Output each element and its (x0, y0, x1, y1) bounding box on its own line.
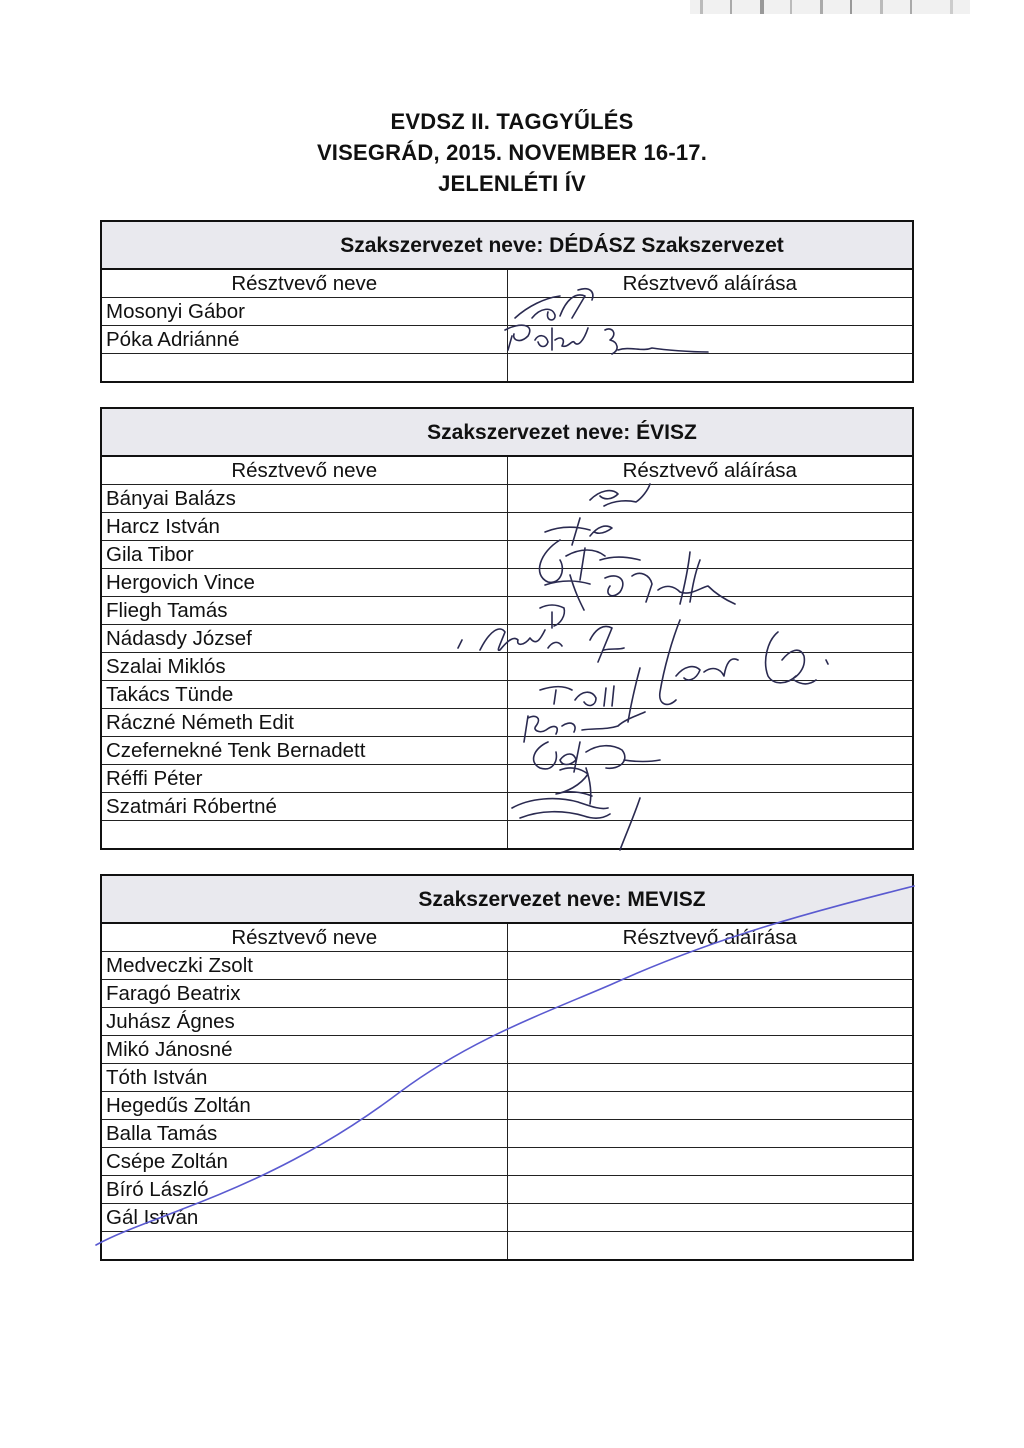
table-row (102, 1064, 912, 1092)
signature-cell (507, 793, 912, 821)
participant-name (102, 821, 507, 849)
table-row (102, 952, 912, 980)
column-header-name: Résztvevő neve (102, 270, 507, 298)
column-header-name: Résztvevő neve (102, 924, 507, 952)
signature-cell (507, 569, 912, 597)
table-row (102, 737, 912, 765)
signature-cell (507, 681, 912, 709)
signature-cell (507, 1036, 912, 1064)
signature-cell (507, 952, 912, 980)
table-row (102, 625, 912, 653)
participant-name: Fliegh Tamás (102, 597, 507, 625)
participant-name: Juhász Ágnes (102, 1008, 507, 1036)
table-row (102, 1204, 912, 1232)
table-row (102, 513, 912, 541)
participant-name: Gál István (102, 1204, 507, 1232)
signature-cell (507, 1120, 912, 1148)
participant-name: Bíró László (102, 1176, 507, 1204)
attendance-table (102, 924, 912, 1259)
participant-name: Szalai Miklós (102, 653, 507, 681)
attendance-table (102, 457, 912, 848)
participant-name: Balla Tamás (102, 1120, 507, 1148)
table-row (102, 485, 912, 513)
table-row (102, 1176, 912, 1204)
participant-name: Harcz István (102, 513, 507, 541)
table-row (102, 653, 912, 681)
signature-cell (507, 298, 912, 326)
heading-line-3: JELENLÉTI ÍV (438, 171, 586, 196)
union-name: Szakszervezet neve: MEVISZ (102, 876, 912, 924)
column-header-signature: Résztvevő aláírása (507, 270, 912, 298)
participant-name: Gila Tibor (102, 541, 507, 569)
signature-cell (507, 709, 912, 737)
attendance-table (102, 270, 912, 381)
table-row (102, 681, 912, 709)
table-row (102, 980, 912, 1008)
participant-name: Takács Tünde (102, 681, 507, 709)
column-header-signature: Résztvevő aláírása (507, 457, 912, 485)
scan-edge-artifact (0, 0, 1024, 16)
signature-cell (507, 1232, 912, 1260)
table-row (102, 326, 912, 354)
signature-cell (507, 821, 912, 849)
table-row (102, 1232, 912, 1260)
table-row (102, 1008, 912, 1036)
union-section-evisz (100, 407, 914, 850)
signature-cell (507, 1176, 912, 1204)
column-header-name: Résztvevő neve (102, 457, 507, 485)
participant-name: Póka Adriánné (102, 326, 507, 354)
participant-name: Mosonyi Gábor (102, 298, 507, 326)
union-section-mevisz (100, 874, 914, 1261)
signature-cell (507, 765, 912, 793)
table-row (102, 597, 912, 625)
signature-cell (507, 1092, 912, 1120)
signature-cell (507, 485, 912, 513)
signature-cell (507, 1148, 912, 1176)
table-row (102, 298, 912, 326)
column-header-signature: Résztvevő aláírása (507, 924, 912, 952)
document-heading (0, 106, 1024, 199)
table-row (102, 765, 912, 793)
participant-name: Medveczki Zsolt (102, 952, 507, 980)
signature-cell (507, 354, 912, 382)
union-section-dedasz (100, 220, 914, 383)
union-name: Szakszervezet neve: DÉDÁSZ Szakszervezet (102, 222, 912, 270)
signature-cell (507, 1064, 912, 1092)
table-row (102, 1120, 912, 1148)
signature-cell (507, 513, 912, 541)
heading-line-1: EVDSZ II. TAGGYŰLÉS (390, 109, 634, 134)
signature-cell (507, 597, 912, 625)
table-row (102, 569, 912, 597)
participant-name: Tóth István (102, 1064, 507, 1092)
signature-cell (507, 1204, 912, 1232)
participant-name: Hegedűs Zoltán (102, 1092, 507, 1120)
participant-name: Réffi Péter (102, 765, 507, 793)
table-row (102, 1148, 912, 1176)
participant-name: Ráczné Németh Edit (102, 709, 507, 737)
participant-name: Czefernekné Tenk Bernadett (102, 737, 507, 765)
table-row (102, 793, 912, 821)
participant-name: Szatmári Róbertné (102, 793, 507, 821)
table-row (102, 709, 912, 737)
signature-cell (507, 980, 912, 1008)
participant-name: Csépe Zoltán (102, 1148, 507, 1176)
table-row (102, 1092, 912, 1120)
signature-cell (507, 326, 912, 354)
signature-cell (507, 653, 912, 681)
table-row (102, 1036, 912, 1064)
table-row (102, 541, 912, 569)
participant-name (102, 1232, 507, 1260)
table-row (102, 354, 912, 382)
participant-name: Faragó Beatrix (102, 980, 507, 1008)
union-name: Szakszervezet neve: ÉVISZ (102, 409, 912, 457)
participant-name: Hergovich Vince (102, 569, 507, 597)
participant-name: Nádasdy József (102, 625, 507, 653)
participant-name (102, 354, 507, 382)
signature-cell (507, 541, 912, 569)
signature-cell (507, 1008, 912, 1036)
heading-line-2: VISEGRÁD, 2015. NOVEMBER 16-17. (316, 140, 708, 165)
participant-name: Bányai Balázs (102, 485, 507, 513)
participant-name: Mikó Jánosné (102, 1036, 507, 1064)
table-row (102, 821, 912, 849)
signature-cell (507, 737, 912, 765)
signature-cell (507, 625, 912, 653)
